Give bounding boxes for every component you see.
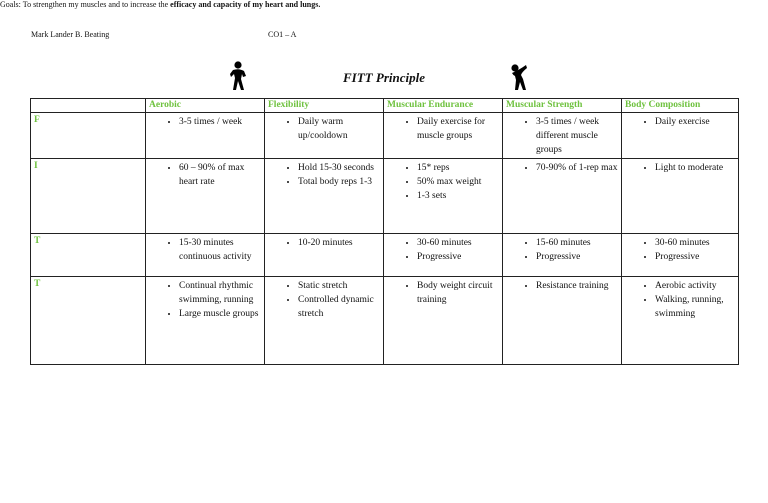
table-cell — [384, 159, 503, 234]
table-cell — [265, 113, 384, 159]
bullet-list — [625, 236, 735, 264]
column-header-muscular-strength: Muscular Strength — [503, 99, 622, 113]
bullet-item: • 30-60 minutes — [655, 236, 735, 250]
table-cell — [265, 159, 384, 234]
bullet-item: • Daily exercise for muscle groups — [417, 115, 499, 143]
table-cell — [384, 234, 503, 277]
table-cell — [503, 277, 622, 365]
table-cell — [384, 277, 503, 365]
student-name: Mark Lander B. Beating — [31, 30, 110, 39]
goals-text — [0, 0, 768, 9]
bullet-item: • Light to moderate — [655, 161, 735, 175]
bullet-list — [149, 115, 261, 129]
bullet-item: • Daily warm up/cooldown — [298, 115, 380, 143]
bullet-item: • 60 – 90% of max heart rate — [179, 161, 261, 189]
row-label: I — [31, 159, 146, 234]
table-cell — [503, 159, 622, 234]
bullet-list — [149, 236, 261, 264]
bullet-item: • 1-3 sets — [417, 189, 499, 203]
bullet-list — [387, 161, 499, 203]
row-label: T — [31, 277, 146, 365]
bullet-item: • 3-5 times / week — [179, 115, 261, 129]
page-title: FITT Principle — [343, 70, 425, 85]
table-row — [31, 234, 739, 277]
table-cell — [146, 234, 265, 277]
bullet-item: • Static stretch — [298, 279, 380, 293]
row-label: F — [31, 113, 146, 159]
section-code: CO1 – A — [268, 30, 297, 39]
table-cell — [265, 277, 384, 365]
bullet-item: • Body weight circuit training — [417, 279, 499, 307]
column-header-aerobic: Aerobic — [146, 99, 265, 113]
bullet-item: • Daily exercise — [655, 115, 735, 129]
table-cell — [503, 113, 622, 159]
table-cell — [622, 277, 739, 365]
bullet-list — [506, 236, 618, 264]
bullet-item: • Controlled dynamic stretch — [298, 293, 380, 321]
bullet-list — [387, 236, 499, 264]
bullet-item: • Hold 15-30 seconds — [298, 161, 380, 175]
bullet-list — [387, 115, 499, 143]
table-cell — [146, 159, 265, 234]
bullet-list — [625, 279, 735, 321]
bullet-item: • Continual rhythmic swimming, running — [179, 279, 261, 307]
bullet-item: • 70-90% of 1-rep max — [536, 161, 618, 175]
bullet-list — [268, 236, 380, 250]
bullet-list — [625, 115, 735, 129]
table-cell — [622, 234, 739, 277]
table-row — [31, 113, 739, 159]
bullet-list — [625, 161, 735, 175]
bullet-list — [506, 161, 618, 175]
row-label: T — [31, 234, 146, 277]
bullet-item: • Progressive — [536, 250, 618, 264]
bullet-list — [149, 161, 261, 189]
bullet-item: • Walking, running, swimming — [655, 293, 735, 321]
table-cell — [622, 113, 739, 159]
bullet-list — [506, 115, 618, 157]
bullet-list — [149, 279, 261, 321]
goals-prefix: Goals: To strengthen my muscles and to increase the — [0, 0, 171, 9]
bullet-item: • 30-60 minutes — [417, 236, 499, 250]
bullet-item: • 10-20 minutes — [298, 236, 380, 250]
goals-emphasis: efficacy and capacity of my heart and lungs. — [170, 0, 321, 9]
column-header-body-composition: Body Composition — [622, 99, 739, 113]
table-header-row — [31, 99, 739, 113]
table-row — [31, 277, 739, 365]
bullet-item: • Aerobic activity — [655, 279, 735, 293]
bullet-list — [268, 161, 380, 189]
column-header-muscular-endurance: Muscular Endurance — [384, 99, 503, 113]
table-cell — [622, 159, 739, 234]
bullet-item: • 3-5 times / week different muscle groups — [536, 115, 618, 157]
bullet-list — [506, 279, 618, 293]
bullet-list — [387, 279, 499, 307]
bullet-item: • Total body reps 1-3 — [298, 175, 380, 189]
table-cell — [146, 277, 265, 365]
table-cell — [503, 234, 622, 277]
bullet-item: • Progressive — [655, 250, 735, 264]
table-cell — [384, 113, 503, 159]
table-cell — [146, 113, 265, 159]
bullet-item: • 15-30 minutes continuous activity — [179, 236, 261, 264]
table-row — [31, 159, 739, 234]
bullet-item: • Progressive — [417, 250, 499, 264]
table-cell — [265, 234, 384, 277]
bullet-item: • 50% max weight — [417, 175, 499, 189]
fitt-table — [30, 98, 739, 365]
bullet-list — [268, 115, 380, 143]
bullet-item: • Large muscle groups — [179, 307, 261, 321]
column-header-flexibility: Flexibility — [265, 99, 384, 113]
corner-cell — [31, 99, 146, 113]
bullet-item: • Resistance training — [536, 279, 618, 293]
bullet-item: • 15-60 minutes — [536, 236, 618, 250]
bullet-item: • 15* reps — [417, 161, 499, 175]
bullet-list — [268, 279, 380, 321]
